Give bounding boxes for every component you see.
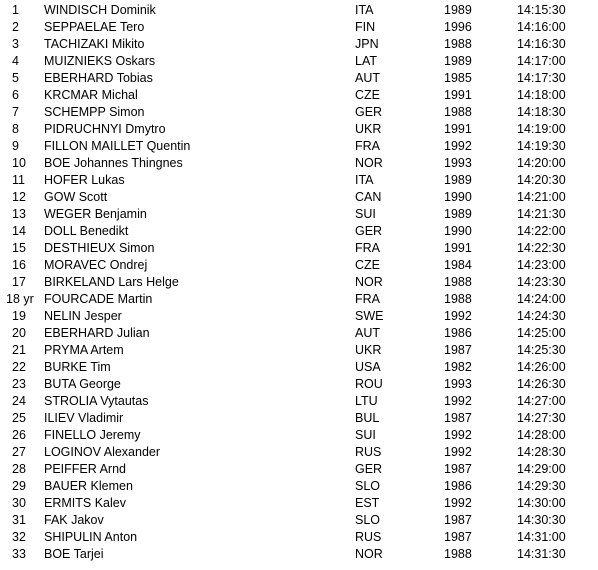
nation-code: GER	[355, 224, 383, 238]
start-position: 14	[12, 224, 26, 238]
nation-code: AUT	[355, 71, 380, 85]
start-position: 29	[12, 479, 26, 493]
start-position: 24	[12, 394, 26, 408]
start-time: 14:27:00	[517, 394, 566, 408]
start-position: 33	[12, 547, 26, 561]
start-position: 15	[12, 241, 26, 255]
start-position: 23	[12, 377, 26, 391]
athlete-name: SEPPAELAE Tero	[44, 20, 145, 34]
table-row	[0, 53, 598, 70]
athlete-name: ILIEV Vladimir	[44, 411, 124, 425]
start-position: 1	[12, 3, 19, 17]
start-position: 5	[12, 71, 19, 85]
nation-code: LAT	[355, 54, 377, 68]
start-time: 14:23:30	[517, 275, 566, 289]
nation-code: FRA	[355, 139, 380, 153]
nation-code: LTU	[355, 394, 378, 408]
birth-year: 1987	[444, 530, 472, 544]
birth-year: 1989	[444, 173, 472, 187]
nation-code: EST	[355, 496, 380, 510]
start-position: 27	[12, 445, 26, 459]
athlete-name: DOLL Benedikt	[44, 224, 129, 238]
athlete-name: BIRKELAND Lars Helge	[44, 275, 179, 289]
nation-code: GER	[355, 105, 383, 119]
birth-year: 1987	[444, 513, 472, 527]
athlete-name: DESTHIEUX Simon	[44, 241, 155, 255]
athlete-name: EBERHARD Tobias	[44, 71, 153, 85]
nation-code: NOR	[355, 275, 383, 289]
table-row	[0, 325, 598, 342]
start-time: 14:20:00	[517, 156, 566, 170]
birth-year: 1990	[444, 224, 472, 238]
table-row	[0, 138, 598, 155]
start-time: 14:16:30	[517, 37, 566, 51]
birth-year: 1991	[444, 122, 472, 136]
start-position: 8	[12, 122, 19, 136]
start-time: 14:17:30	[517, 71, 566, 85]
start-position: 28	[12, 462, 26, 476]
start-time: 14:22:30	[517, 241, 566, 255]
start-time: 14:21:00	[517, 190, 566, 204]
nation-code: FRA	[355, 241, 380, 255]
start-time: 14:31:30	[517, 547, 566, 561]
athlete-name: LOGINOV Alexander	[44, 445, 161, 459]
birth-year: 1992	[444, 428, 472, 442]
birth-year: 1989	[444, 207, 472, 221]
athlete-name: GOW Scott	[44, 190, 108, 204]
athlete-name: BOE Tarjei	[44, 547, 104, 561]
athlete-name: BOE Johannes Thingnes	[44, 156, 183, 170]
start-position: 4	[12, 54, 19, 68]
nation-code: SLO	[355, 513, 381, 527]
start-time: 14:21:30	[517, 207, 566, 221]
nation-code: CZE	[355, 258, 380, 272]
nation-code: BUL	[355, 411, 380, 425]
birth-year: 1988	[444, 292, 472, 306]
start-position: 22	[12, 360, 26, 374]
athlete-name: PIDRUCHNYI Dmytro	[44, 122, 166, 136]
start-position: 2	[12, 20, 19, 34]
table-row	[0, 36, 598, 53]
table-row	[0, 2, 598, 19]
athlete-name: FAK Jakov	[44, 513, 104, 527]
athlete-name: WEGER Benjamin	[44, 207, 147, 221]
start-time: 14:25:00	[517, 326, 566, 340]
birth-year: 1988	[444, 105, 472, 119]
table-row	[0, 70, 598, 87]
start-position: 9	[12, 139, 19, 153]
birth-year: 1991	[444, 241, 472, 255]
table-row	[0, 155, 598, 172]
athlete-name: FILLON MAILLET Quentin	[44, 139, 191, 153]
nation-code: SUI	[355, 428, 376, 442]
birth-year: 1992	[444, 394, 472, 408]
nation-code: NOR	[355, 547, 383, 561]
table-row	[0, 189, 598, 206]
start-time: 14:29:00	[517, 462, 566, 476]
nation-code: SUI	[355, 207, 376, 221]
athlete-name: MUIZNIEKS Oskars	[44, 54, 156, 68]
start-position: 16	[12, 258, 26, 272]
birth-year: 1992	[444, 309, 472, 323]
birth-year: 1987	[444, 462, 472, 476]
athlete-name: ERMITS Kalev	[44, 496, 126, 510]
start-time: 14:28:30	[517, 445, 566, 459]
birth-year: 1986	[444, 479, 472, 493]
athlete-name: WINDISCH Dominik	[44, 3, 156, 17]
start-position: 26	[12, 428, 26, 442]
start-position: 18 yr	[6, 292, 34, 306]
nation-code: RUS	[355, 530, 382, 544]
athlete-name: BAUER Klemen	[44, 479, 133, 493]
start-time: 14:17:00	[517, 54, 566, 68]
table-row	[0, 172, 598, 189]
start-position: 25	[12, 411, 26, 425]
birth-year: 1988	[444, 275, 472, 289]
nation-code: GER	[355, 462, 383, 476]
birth-year: 1988	[444, 37, 472, 51]
nation-code: ITA	[355, 173, 374, 187]
birth-year: 1993	[444, 156, 472, 170]
start-time: 14:20:30	[517, 173, 566, 187]
nation-code: NOR	[355, 156, 383, 170]
athlete-name: SHIPULIN Anton	[44, 530, 138, 544]
table-row	[0, 308, 598, 325]
table-row	[0, 274, 598, 291]
table-row	[0, 546, 598, 563]
athlete-name: HOFER Lukas	[44, 173, 125, 187]
start-list-table	[0, 2, 598, 563]
table-row	[0, 529, 598, 546]
athlete-name: SCHEMPP Simon	[44, 105, 145, 119]
athlete-name: MORAVEC Ondrej	[44, 258, 148, 272]
birth-year: 1985	[444, 71, 472, 85]
start-time: 14:22:00	[517, 224, 566, 238]
start-time: 14:24:30	[517, 309, 566, 323]
athlete-name: BURKE Tim	[44, 360, 111, 374]
athlete-name: EBERHARD Julian	[44, 326, 150, 340]
table-row	[0, 512, 598, 529]
athlete-name: TACHIZAKI Mikito	[44, 37, 145, 51]
birth-year: 1991	[444, 88, 472, 102]
birth-year: 1992	[444, 496, 472, 510]
athlete-name: FINELLO Jeremy	[44, 428, 141, 442]
start-time: 14:25:30	[517, 343, 566, 357]
table-row	[0, 223, 598, 240]
start-position: 30	[12, 496, 26, 510]
birth-year: 1987	[444, 411, 472, 425]
birth-year: 1987	[444, 343, 472, 357]
start-position: 12	[12, 190, 26, 204]
start-position: 6	[12, 88, 19, 102]
nation-code: SLO	[355, 479, 381, 493]
start-time: 14:31:00	[517, 530, 566, 544]
birth-year: 1990	[444, 190, 472, 204]
nation-code: RUS	[355, 445, 382, 459]
nation-code: AUT	[355, 326, 380, 340]
athlete-name: STROLIA Vytautas	[44, 394, 149, 408]
start-position: 10	[12, 156, 26, 170]
nation-code: CZE	[355, 88, 380, 102]
start-position: 7	[12, 105, 19, 119]
birth-year: 1992	[444, 139, 472, 153]
start-time: 14:29:30	[517, 479, 566, 493]
athlete-name: PEIFFER Arnd	[44, 462, 126, 476]
nation-code: SWE	[355, 309, 384, 323]
table-row	[0, 376, 598, 393]
table-row	[0, 19, 598, 36]
start-position: 11	[12, 173, 25, 187]
table-row	[0, 291, 598, 308]
table-row	[0, 121, 598, 138]
birth-year: 1996	[444, 20, 472, 34]
birth-year: 1993	[444, 377, 472, 391]
start-position: 21	[12, 343, 26, 357]
table-row	[0, 87, 598, 104]
nation-code: FIN	[355, 20, 376, 34]
table-row	[0, 495, 598, 512]
start-time: 14:24:00	[517, 292, 566, 306]
table-row	[0, 478, 598, 495]
birth-year: 1984	[444, 258, 472, 272]
table-row	[0, 410, 598, 427]
nation-code: ROU	[355, 377, 383, 391]
start-position: 31	[12, 513, 26, 527]
birth-year: 1989	[444, 54, 472, 68]
birth-year: 1989	[444, 3, 472, 17]
table-row	[0, 206, 598, 223]
start-time: 14:15:30	[517, 3, 566, 17]
start-time: 14:26:30	[517, 377, 566, 391]
start-time: 14:26:00	[517, 360, 566, 374]
nation-code: UKR	[355, 343, 382, 357]
start-position: 32	[12, 530, 26, 544]
table-row	[0, 104, 598, 121]
birth-year: 1986	[444, 326, 472, 340]
start-position: 13	[12, 207, 26, 221]
table-row	[0, 359, 598, 376]
start-position: 20	[12, 326, 26, 340]
birth-year: 1988	[444, 547, 472, 561]
table-row	[0, 257, 598, 274]
nation-code: USA	[355, 360, 381, 374]
start-time: 14:19:00	[517, 122, 566, 136]
start-time: 14:16:00	[517, 20, 566, 34]
athlete-name: FOURCADE Martin	[44, 292, 153, 306]
nation-code: JPN	[355, 37, 379, 51]
start-time: 14:19:30	[517, 139, 566, 153]
start-time: 14:30:00	[517, 496, 566, 510]
nation-code: FRA	[355, 292, 380, 306]
nation-code: UKR	[355, 122, 382, 136]
start-time: 14:28:00	[517, 428, 566, 442]
table-row	[0, 461, 598, 478]
start-time: 14:30:30	[517, 513, 566, 527]
nation-code: ITA	[355, 3, 374, 17]
table-row	[0, 240, 598, 257]
athlete-name: PRYMA Artem	[44, 343, 124, 357]
start-position: 3	[12, 37, 19, 51]
start-time: 14:23:00	[517, 258, 566, 272]
athlete-name: KRCMAR Michal	[44, 88, 138, 102]
start-time: 14:27:30	[517, 411, 566, 425]
table-row	[0, 444, 598, 461]
table-row	[0, 427, 598, 444]
start-position: 19	[12, 309, 26, 323]
birth-year: 1982	[444, 360, 472, 374]
table-row	[0, 342, 598, 359]
start-position: 17	[12, 275, 26, 289]
nation-code: CAN	[355, 190, 382, 204]
athlete-name: BUTA George	[44, 377, 121, 391]
birth-year: 1992	[444, 445, 472, 459]
athlete-name: NELIN Jesper	[44, 309, 122, 323]
table-row	[0, 393, 598, 410]
start-time: 14:18:00	[517, 88, 566, 102]
start-time: 14:18:30	[517, 105, 566, 119]
